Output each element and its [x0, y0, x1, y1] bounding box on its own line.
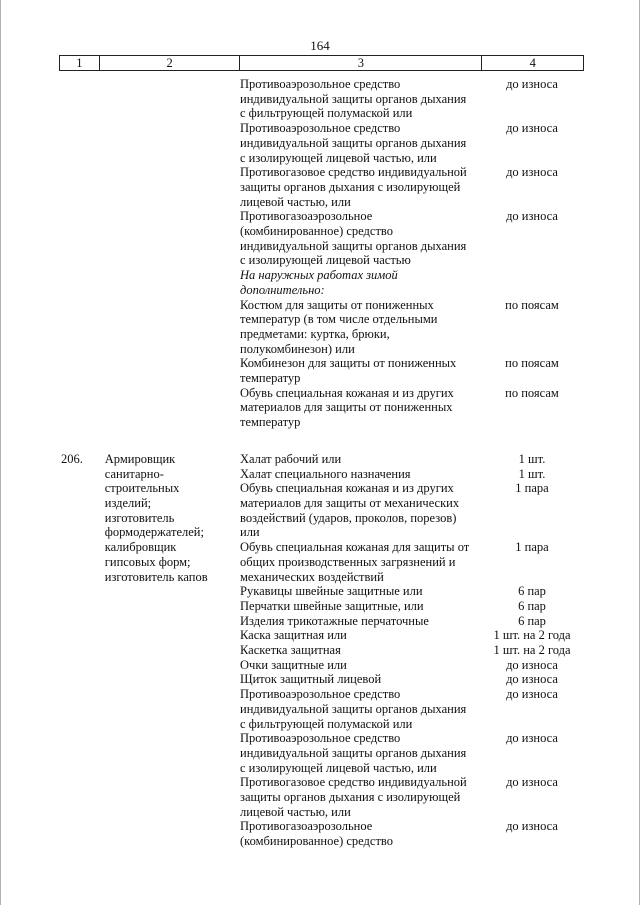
equipment-item [240, 628, 582, 643]
equipment-line: Противоаэрозольное средство [240, 77, 401, 91]
equipment-item [240, 165, 582, 209]
equipment-name [240, 599, 482, 614]
equipment-line: Противоаэрозольное средство [240, 687, 401, 702]
issue-norm: 1 пара [515, 481, 549, 496]
equipment-line: температур [240, 371, 301, 386]
equipment-name [240, 628, 482, 643]
profession-name [105, 452, 240, 849]
equipment-name [240, 481, 482, 540]
equipment-line: Перчатки швейные защитные, или [240, 598, 424, 613]
equipment-list [240, 452, 582, 849]
equipment-list [240, 77, 582, 430]
issue-norm: 6 пар [518, 613, 546, 628]
equipment-line: материалов для защиты от пониженных [240, 400, 453, 415]
equipment-line: полукомбинезон) или [240, 341, 355, 356]
equipment-line: (комбинированное) средство [240, 224, 393, 239]
equipment-line: предметами: куртка, брюки, [240, 326, 390, 341]
table-row [60, 77, 582, 430]
equipment-line: с изолирующей лицевой частью, или [240, 150, 437, 165]
profession-line: Армировщик [104, 451, 176, 466]
equipment-name [240, 165, 482, 209]
issue-norm: 6 пар [518, 598, 546, 613]
page-number: 164 [310, 38, 330, 53]
equipment-item [240, 298, 582, 357]
equipment-line: Изделия трикотажные перчаточные [240, 613, 429, 628]
equipment-name [240, 731, 482, 775]
table-body [60, 77, 582, 849]
equipment-item [240, 672, 582, 687]
equipment-line: Комбинезон для защиты от пониженных [240, 356, 457, 371]
equipment-item [240, 386, 582, 430]
equipment-line: Обувь специальная кожаная и из других [240, 385, 454, 400]
profession-line: формодержателей; [104, 525, 204, 540]
equipment-line: Противогазовое средство индивидуальной [240, 775, 467, 790]
equipment-line: Обувь специальная кожаная и из других [240, 481, 454, 496]
equipment-line: (комбинированное) средство [240, 834, 393, 849]
issue-norm: 1 шт. на 2 года [493, 628, 571, 643]
equipment-item [240, 687, 582, 731]
equipment-item [240, 540, 582, 584]
profession-line: изделий; [104, 495, 152, 510]
equipment-item [240, 614, 582, 629]
equipment-item [240, 731, 582, 775]
issue-norm: до износа [506, 687, 558, 702]
issue-norm: до износа [506, 819, 558, 834]
issue-norm: до износа [506, 77, 558, 91]
issue-norm: по поясам [505, 356, 559, 371]
issue-norm: до износа [506, 165, 558, 180]
issue-norm: до износа [506, 731, 558, 746]
page-edge-left [0, 0, 1, 905]
equipment-item [240, 77, 582, 121]
equipment-item [240, 452, 582, 467]
subheading-line: дополнительно: [240, 282, 325, 297]
equipment-line: с фильтрующей полумаской или [240, 716, 413, 731]
header-col-3: 3 [240, 56, 482, 70]
equipment-line: температур (в том числе отдельными [240, 312, 438, 327]
equipment-line: температур [240, 415, 301, 430]
equipment-name [240, 356, 482, 385]
profession-line: строительных [104, 481, 180, 496]
issue-norm: по поясам [505, 385, 559, 400]
profession-line: калибровщик [104, 540, 177, 555]
issue-norm: до износа [506, 775, 558, 790]
equipment-name [240, 540, 482, 584]
equipment-line: индивидуальной защиты органов дыхания [240, 135, 467, 150]
equipment-name [240, 298, 482, 357]
equipment-name [240, 672, 482, 687]
equipment-line: Противогазоаэрозольное [240, 209, 373, 224]
entry-number [60, 77, 105, 430]
equipment-name [240, 775, 482, 819]
equipment-line: лицевой частью, или [240, 194, 351, 209]
equipment-line: Халат специального назначения [240, 466, 411, 481]
subheading-line: На наружных работах зимой [240, 268, 398, 283]
header-col-1: 1 [60, 56, 100, 70]
equipment-item [240, 209, 582, 268]
equipment-line: общих производственных загрязнений и [240, 554, 456, 569]
equipment-item [240, 819, 582, 848]
equipment-item [240, 599, 582, 614]
equipment-line: Халат рабочий или [240, 451, 342, 466]
equipment-line: материалов для защиты от механических [240, 495, 460, 510]
issue-norm: 1 шт. на 2 года [493, 643, 571, 658]
equipment-name [240, 643, 482, 658]
equipment-line: защиты органов дыхания с изолирующей [240, 790, 461, 805]
table-header [59, 55, 584, 71]
equipment-line: защиты органов дыхания с изолирующей [240, 179, 461, 194]
equipment-line: индивидуальной защиты органов дыхания [240, 701, 467, 716]
profession-line: изготовитель [104, 510, 175, 525]
equipment-line: индивидуальной защиты органов дыхания [240, 91, 467, 106]
equipment-line: Противоаэрозольное средство [240, 121, 401, 136]
equipment-line: Противогазоаэрозольное [240, 819, 373, 834]
header-col-2: 2 [100, 56, 240, 70]
equipment-line: лицевой частью, или [240, 804, 351, 819]
equipment-name [240, 584, 482, 599]
profession-line: санитарно- [104, 466, 164, 481]
equipment-name [240, 77, 482, 121]
equipment-line: Противогазовое средство индивидуальной [240, 165, 467, 180]
table-row [60, 452, 582, 849]
equipment-name [240, 658, 482, 673]
equipment-name [240, 687, 482, 731]
equipment-name [240, 121, 482, 165]
issue-norm: до износа [506, 657, 558, 672]
equipment-name [240, 819, 482, 848]
profession-line: изготовитель капов [104, 569, 208, 584]
issue-norm: до износа [506, 672, 558, 687]
equipment-line: или [240, 525, 260, 540]
equipment-name [240, 386, 482, 430]
equipment-line: воздействий (ударов, проколов, порезов) [240, 510, 457, 525]
equipment-item [240, 467, 582, 482]
equipment-line: Противоаэрозольное средство [240, 731, 401, 746]
issue-norm: 1 шт. [518, 466, 546, 481]
equipment-item [240, 121, 582, 165]
equipment-name [240, 467, 482, 482]
equipment-line: индивидуальной защиты органов дыхания [240, 745, 467, 760]
header-col-4: 4 [529, 56, 536, 70]
section-subheading [240, 268, 482, 297]
issue-norm: по поясам [505, 297, 559, 312]
equipment-line: Очки защитные или [240, 657, 347, 672]
issue-norm: 1 шт. [518, 451, 546, 466]
issue-norm: 1 пара [515, 540, 549, 555]
equipment-item [240, 481, 582, 540]
equipment-item [240, 643, 582, 658]
equipment-line: с изолирующей лицевой частью, или [240, 760, 437, 775]
equipment-line: с фильтрующей полумаской или [240, 106, 413, 121]
equipment-line: Обувь специальная кожаная для защиты от [240, 540, 470, 555]
equipment-line: с изолирующей лицевой частью [240, 253, 411, 268]
entry-number: 206. [61, 451, 83, 466]
equipment-line: механических воздействий [240, 569, 384, 584]
equipment-name [240, 209, 482, 268]
equipment-item [240, 775, 582, 819]
profession-name [105, 77, 240, 430]
issue-norm: до износа [506, 121, 558, 136]
equipment-line: Щиток защитный лицевой [240, 672, 382, 687]
issue-norm: до износа [506, 209, 558, 224]
equipment-line: Костюм для защиты от пониженных [240, 297, 434, 312]
equipment-line: Каска защитная или [240, 628, 347, 643]
equipment-line: Рукавицы швейные защитные или [240, 584, 423, 599]
equipment-name [240, 452, 482, 467]
equipment-item [240, 356, 582, 385]
equipment-name [240, 614, 482, 629]
equipment-item [240, 584, 582, 599]
equipment-line: индивидуальной защиты органов дыхания [240, 238, 467, 253]
issue-norm: 6 пар [518, 584, 546, 599]
equipment-line: Каскетка защитная [240, 643, 341, 658]
equipment-item [240, 658, 582, 673]
profession-line: гипсовых форм; [104, 554, 191, 569]
